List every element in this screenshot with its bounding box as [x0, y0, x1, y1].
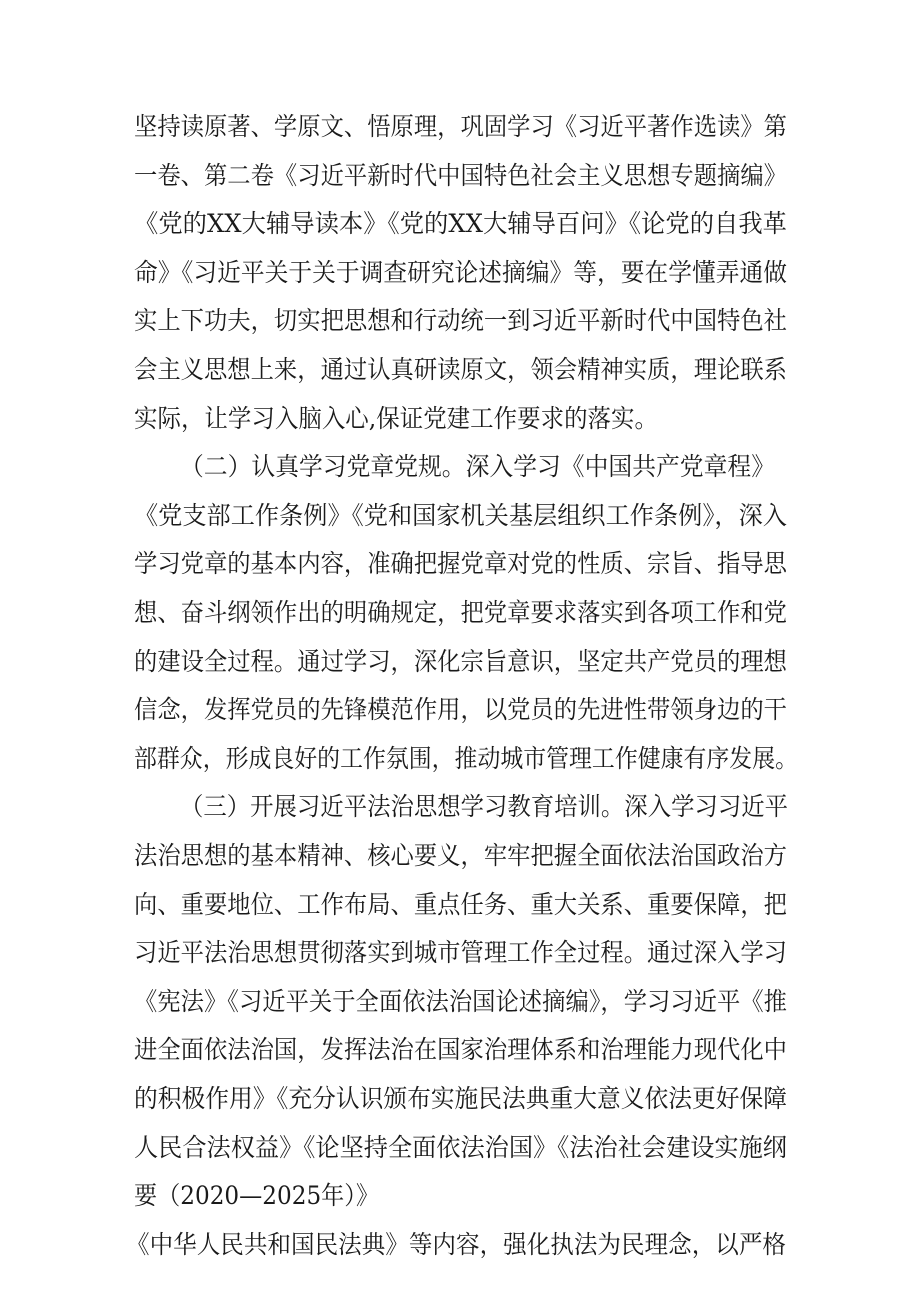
text-line	[0, 1030, 920, 1070]
text-line	[0, 1079, 920, 1119]
text-line	[0, 156, 920, 196]
line-text: 进全面依法治国，发挥法治在国家治理体系和治理能力现代化中	[134, 1035, 787, 1064]
text-line	[0, 496, 920, 536]
line-text: 《党支部工作条例》《党和国家机关基层组织工作条例》，深入	[134, 501, 787, 530]
text-line	[0, 350, 920, 390]
line-text: 法治思想的基本精神、核心要义，牢牢把握全面依法治国政治方	[134, 841, 787, 870]
text-line	[0, 107, 920, 147]
text-line	[0, 204, 920, 244]
line-text: 的积极作用》《充分认识颁布实施民法典重大意义依法更好保障	[134, 1084, 787, 1113]
line-text: 会主义思想上来，通过认真研读原文，领会精神实质，理论联系	[134, 355, 787, 384]
line-text: 坚持读原著、学原文、悟原理，巩固学习《习近平著作选读》第	[134, 112, 787, 141]
line-text: 实际，让学习入脑入心,保证党建工作要求的落实。	[134, 404, 658, 433]
text-line	[0, 739, 920, 779]
text-line	[0, 1176, 920, 1216]
text-line	[0, 399, 920, 439]
text-line	[0, 301, 920, 341]
line-text: 的建设全过程。通过学习，深化宗旨意识，坚定共产党员的理想	[134, 647, 787, 676]
line-text: 向、重要地位、工作布局、重点任务、重大关系、重要保障，把	[134, 890, 787, 919]
line-text: 一卷、第二卷《习近平新时代中国特色社会主义思想专题摘编》	[134, 161, 787, 190]
line-text: 实上下功夫，切实把思想和行动统一到习近平新时代中国特色社	[134, 306, 787, 335]
text-line	[0, 885, 920, 925]
line-text: 《党的XX大辅导读本》《党的XX大辅导百问》《论党的自我革	[134, 209, 787, 238]
line-text: 要（2020—2025年）》	[134, 1181, 379, 1210]
line-text: 部群众，形成良好的工作氛围，推动城市管理工作健康有序发展。	[134, 744, 798, 773]
line-text: （三）开展习近平法治思想学习教育培训。深入学习习近平	[180, 792, 788, 821]
text-line	[0, 933, 920, 973]
text-line	[0, 544, 920, 584]
text-line	[0, 253, 920, 293]
text-line	[0, 593, 920, 633]
line-text: 习近平法治思想贯彻落实到城市管理工作全过程。通过深入学习	[134, 938, 787, 967]
text-line	[0, 447, 920, 487]
text-line	[0, 690, 920, 730]
line-text: 命》《习近平关于关于调查研究论述摘编》等，要在学懂弄通做	[134, 258, 787, 287]
text-line	[0, 1128, 920, 1168]
text-line	[0, 836, 920, 876]
text-line	[0, 787, 920, 827]
line-text: 《中华人民共和国民法典》等内容，强化执法为民理念，以严格	[126, 1230, 786, 1259]
text-line	[0, 982, 920, 1022]
line-text: 《宪法》《习近平关于全面依法治国论述摘编》，学习习近平《推	[134, 987, 787, 1016]
line-text: （二）认真学习党章党规。深入学习《中国共产党章程》	[180, 452, 775, 481]
line-text: 学习党章的基本内容，准确把握党章对党的性质、宗旨、指导思	[134, 549, 787, 578]
text-line	[0, 642, 920, 682]
line-text: 人民合法权益》《论坚持全面依法治国》《法治社会建设实施纲	[134, 1133, 787, 1162]
line-text: 想、奋斗纲领作出的明确规定，把党章要求落实到各项工作和党	[134, 598, 787, 627]
line-text: 信念，发挥党员的先锋模范作用，以党员的先进性带领身边的干	[134, 695, 787, 724]
text-line	[0, 1225, 920, 1265]
